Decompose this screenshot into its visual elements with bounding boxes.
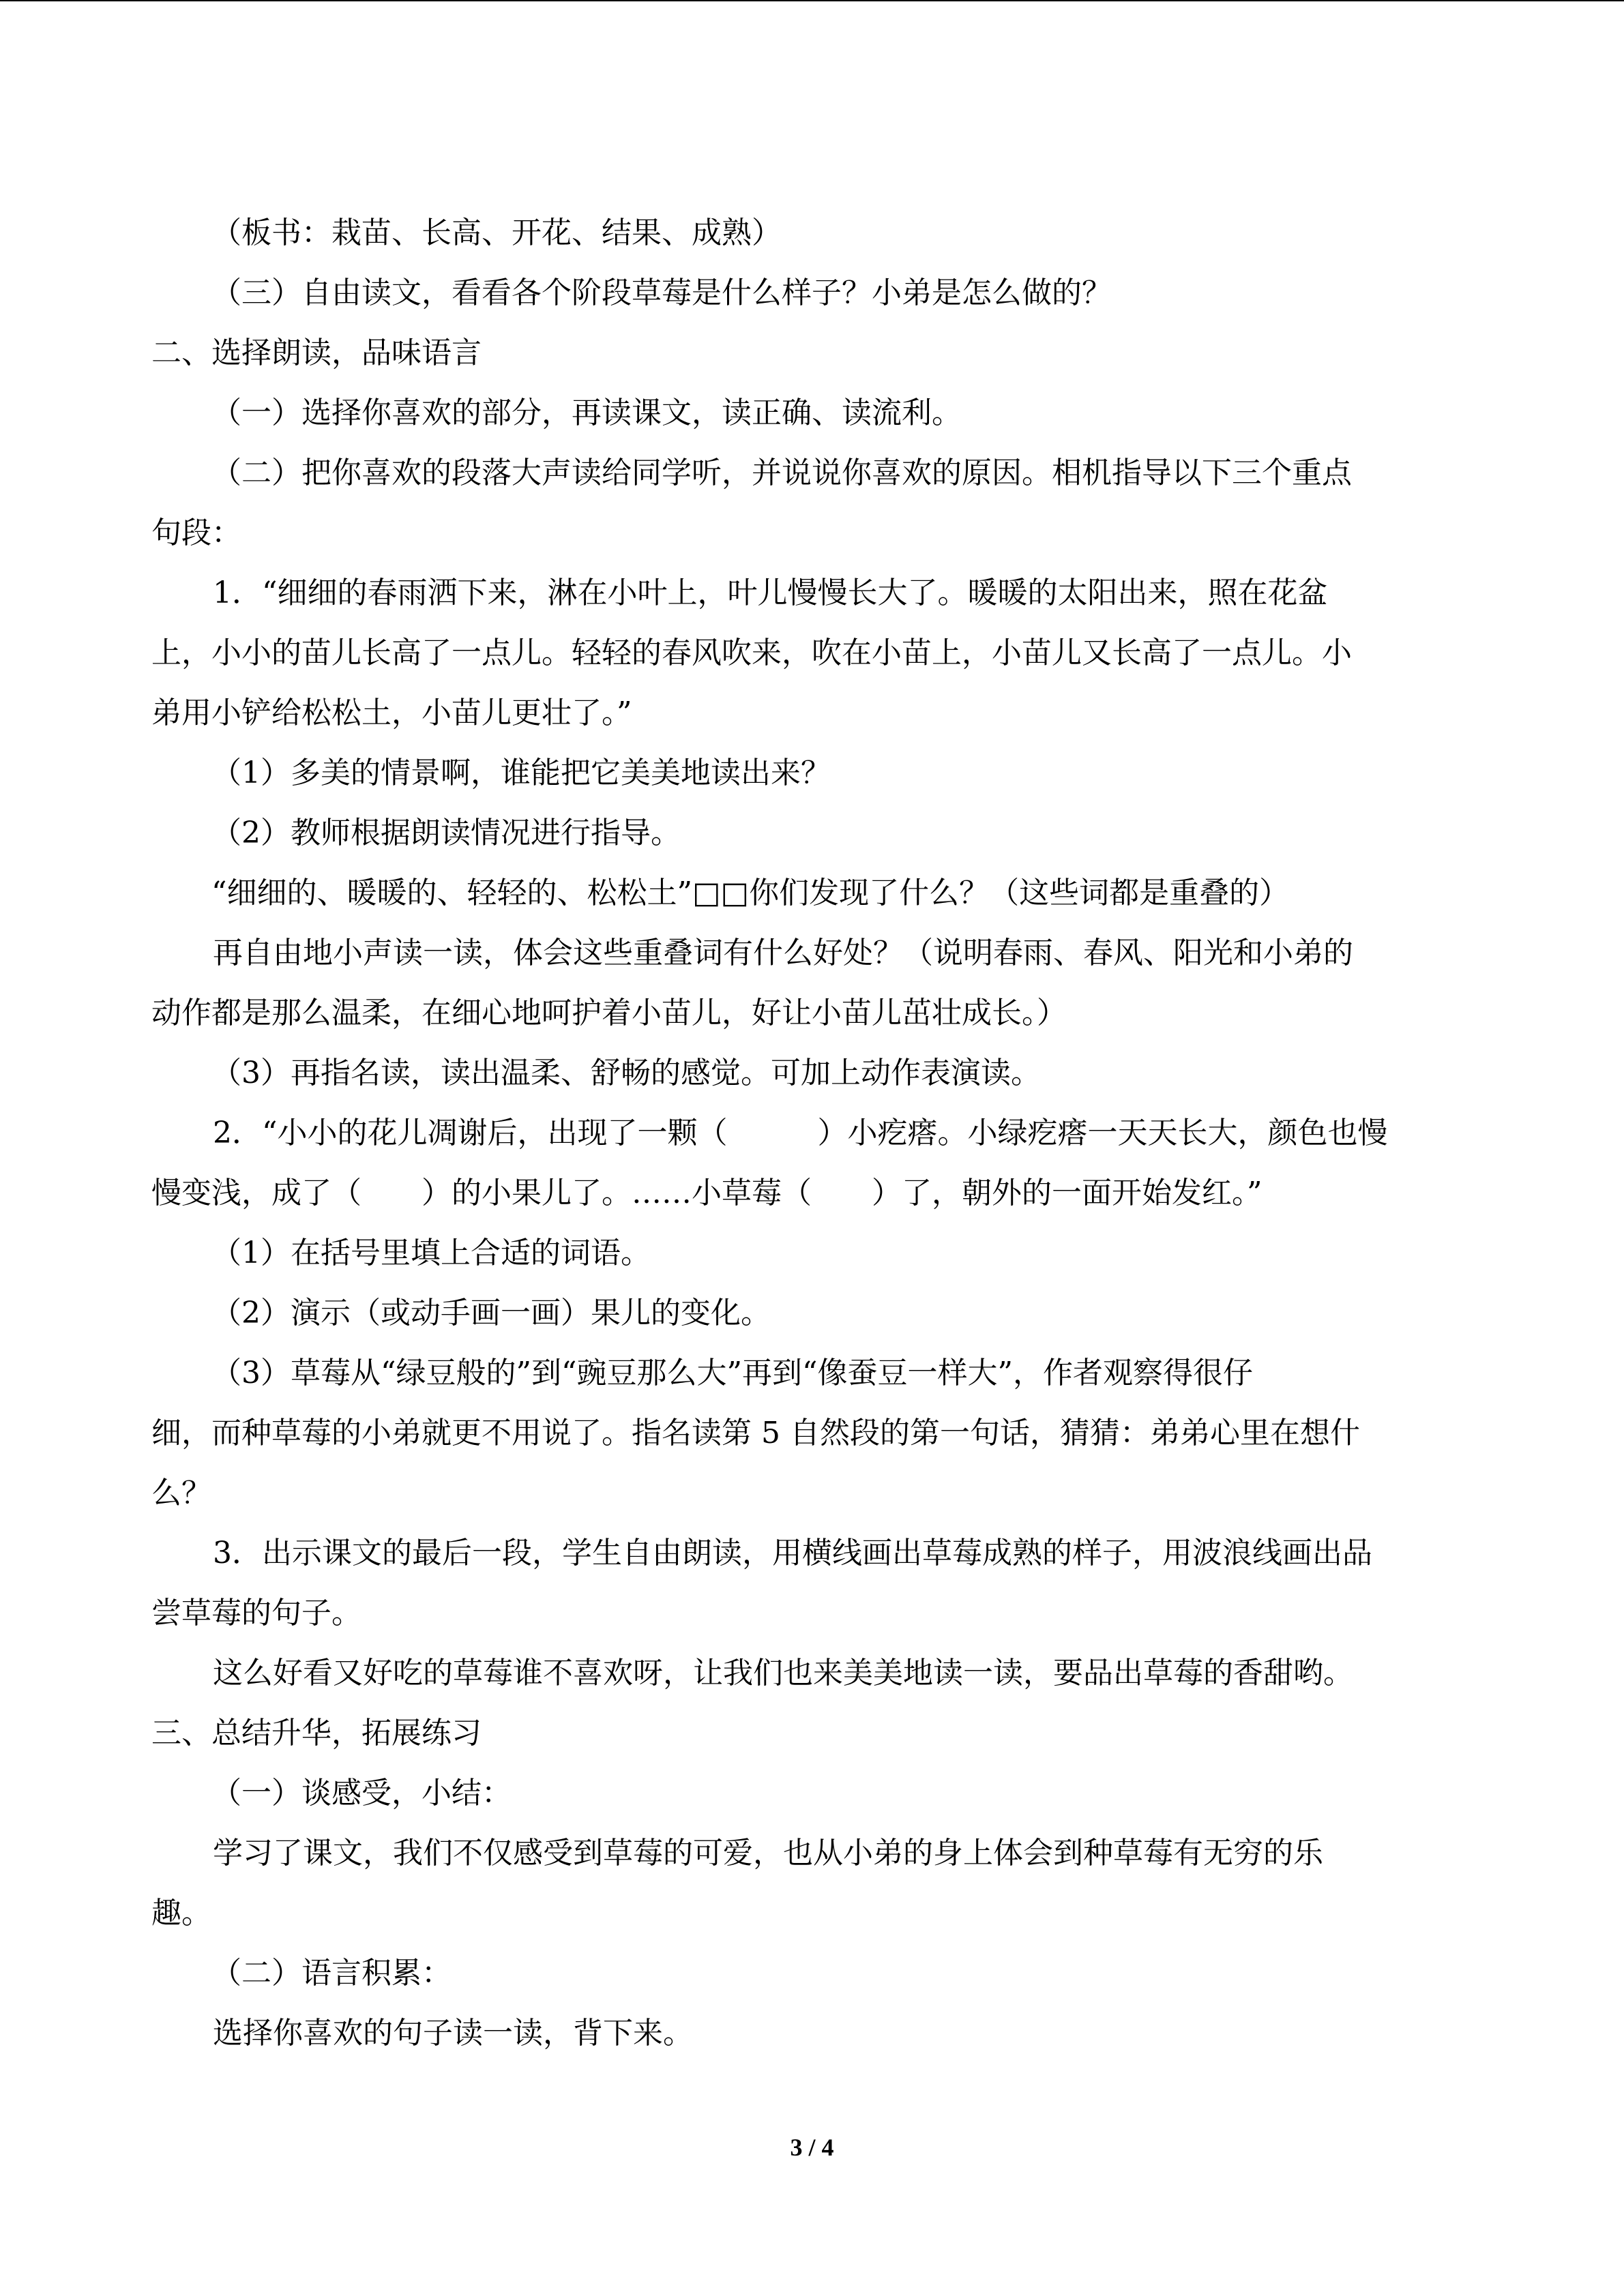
text-line: （一）选择你喜欢的部分，再读课文，读正确、读流利。 (211, 396, 962, 430)
text-line: 尝草莓的句子。 (151, 1596, 361, 1630)
text-line: （一）谈感受，小结： (211, 1776, 512, 1810)
text-line: （1）在括号里填上合适的词语。 (211, 1236, 651, 1270)
text-line: （板书：栽苗、长高、开花、结果、成熟） (211, 215, 782, 250)
text-line: （2）教师根据朗读情况进行指导。 (211, 816, 681, 850)
text-line: 弟用小铲给松松土，小苗儿更壮了。” (151, 696, 632, 730)
page-number: 3 / 4 (790, 2134, 834, 2161)
text-line: 么？ (151, 1476, 211, 1510)
text-line: 上，小小的苗儿长高了一点儿。轻轻的春风吹来，吹在小苗上，小苗儿又长高了一点儿。小 (151, 636, 1352, 670)
text-line: （二）语言积累： (211, 1956, 452, 1991)
text-line: “细细的、暖暖的、轻轻的、松松土”□□你们发现了什么？（这些词都是重叠的） (211, 876, 1290, 910)
section-heading: 二、选择朗读，品味语言 (151, 336, 482, 370)
text-line: （二）把你喜欢的段落大声读给同学听，并说说你喜欢的原因。相机指导以下三个重点 (211, 456, 1352, 490)
text-line: （三）自由读文，看看各个阶段草莓是什么样子？小弟是怎么做的？ (211, 275, 1112, 310)
document-body (151, 203, 1475, 2063)
text-line: 2．“小小的花儿凋谢后，出现了一颗（ ）小疙瘩。小绿疙瘩一天天长大，颜色也慢 (213, 1116, 1388, 1150)
text-line: （3）再指名读，读出温柔、舒畅的感觉。可加上动作表演读。 (211, 1056, 1041, 1090)
text-line: 趣。 (151, 1896, 211, 1930)
text-line: 慢变浅，成了（ ）的小果儿了。……小草莓（ ）了，朝外的一面开始发红。” (151, 1176, 1263, 1210)
text-line: 句段： (151, 516, 241, 550)
text-line: 学习了课文，我们不仅感受到草莓的可爱，也从小弟的身上体会到种草莓有无穷的乐 (213, 1836, 1323, 1870)
text-line: 1．“细细的春雨洒下来，淋在小叶上，叶儿慢慢长大了。暖暖的太阳出来，照在花盆 (213, 576, 1328, 610)
text-line: 选择你喜欢的句子读一读，背下来。 (213, 2016, 693, 2051)
text-line: （3）草莓从“绿豆般的”到“豌豆那么大”再到“像蚕豆一样大”，作者观察得很仔 (211, 1356, 1253, 1390)
section-heading: 三、总结升华，拓展练习 (151, 1716, 482, 1750)
top-border-line (0, 0, 1624, 1)
text-line: （2）演示（或动手画一画）果儿的变化。 (211, 1296, 771, 1330)
text-line: 动作都是那么温柔，在细心地呵护着小苗儿，好让小苗儿茁壮成长。） (151, 996, 1067, 1030)
text-line: 这么好看又好吃的草莓谁不喜欢呀，让我们也来美美地读一读，要品出草莓的香甜哟。 (213, 1656, 1353, 1690)
text-line: 细，而种草莓的小弟就更不用说了。指名读第 5 自然段的第一句话，猜猜：弟弟心里在想什 (151, 1416, 1360, 1450)
text-line: （1）多美的情景啊，谁能把它美美地读出来？ (211, 756, 831, 790)
text-line: 3．出示课文的最后一段，学生自由朗读，用横线画出草莓成熟的样子，用波浪线画出品 (213, 1536, 1372, 1570)
text-line: 再自由地小声读一读，体会这些重叠词有什么好处？（说明春雨、春风、阳光和小弟的 (213, 936, 1353, 970)
